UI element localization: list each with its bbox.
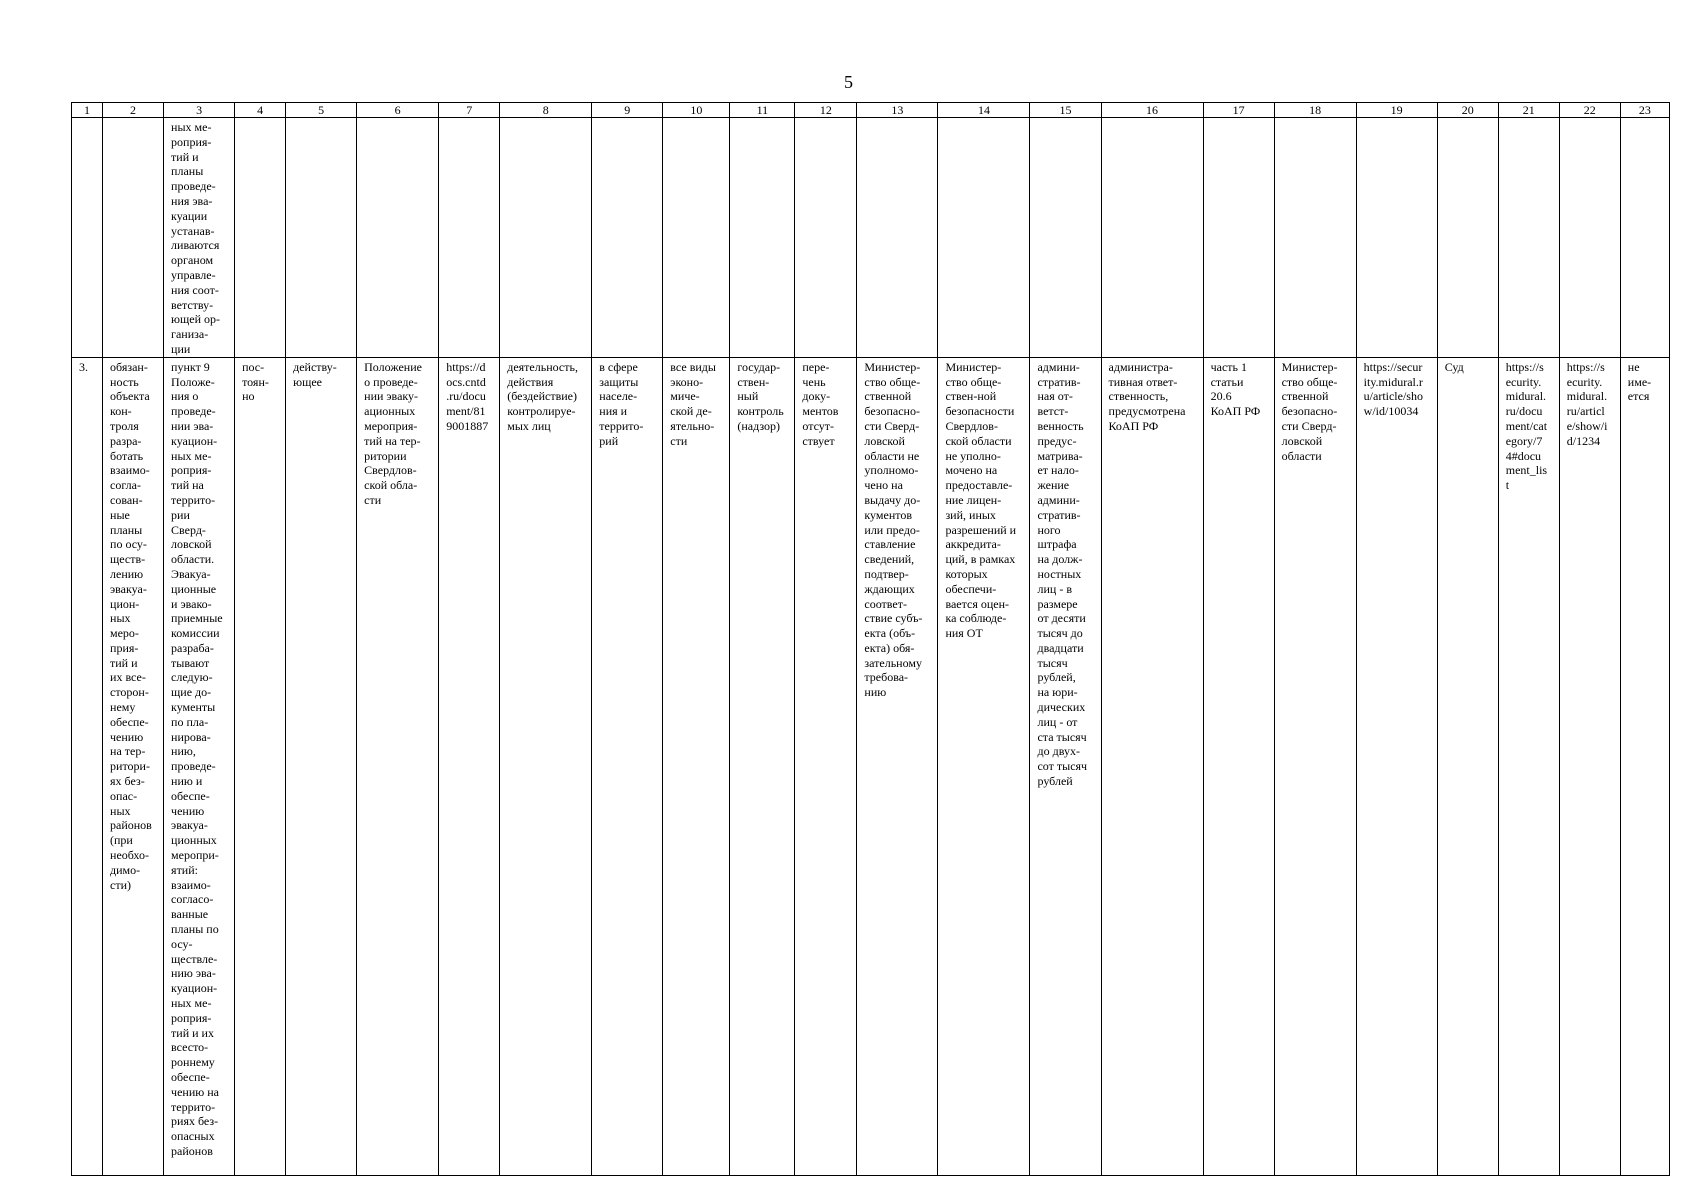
table-cell bbox=[857, 118, 938, 358]
table-cell: Положение о проведе- нии эваку- ационных мероприя- тий на тер- ритории Свердлов- ской обла- сти bbox=[357, 357, 439, 1175]
column-header: 14 bbox=[938, 103, 1030, 118]
column-header: 4 bbox=[235, 103, 286, 118]
column-header: 1 bbox=[72, 103, 103, 118]
page-number: 5 bbox=[844, 72, 853, 92]
requirements-table bbox=[71, 102, 1670, 1176]
column-header: 17 bbox=[1203, 103, 1274, 118]
table-cell bbox=[938, 118, 1030, 358]
column-header: 16 bbox=[1101, 103, 1203, 118]
table-cell bbox=[663, 118, 730, 358]
table-cell bbox=[72, 118, 103, 358]
table-cell: пере- чень доку- ментов отсут- ствует bbox=[795, 357, 857, 1175]
column-header: 7 bbox=[439, 103, 500, 118]
table-cell bbox=[1559, 118, 1620, 358]
column-header: 18 bbox=[1274, 103, 1356, 118]
table-cell: Суд bbox=[1437, 357, 1498, 1175]
table-cell bbox=[439, 118, 500, 358]
table-cell bbox=[1274, 118, 1356, 358]
table-cell: деятельность, действия (бездействие) контролируе- мых лиц bbox=[500, 357, 592, 1175]
table-cell: часть 1 статьи 20.6 КоАП РФ bbox=[1203, 357, 1274, 1175]
table-cell: https://secur ity.midural.r u/article/sho w/id/10034 bbox=[1356, 357, 1437, 1175]
column-number-header-row bbox=[72, 103, 1670, 118]
table-cell bbox=[500, 118, 592, 358]
table-cell: все виды эконо- миче- ской де- ятельно- сти bbox=[663, 357, 730, 1175]
column-header: 20 bbox=[1437, 103, 1498, 118]
table-cell bbox=[1498, 118, 1559, 358]
table-cell: Министер- ство обще- ственной безопасно- сти Сверд- ловской области bbox=[1274, 357, 1356, 1175]
table-cell: пункт 9 Положе- ния о проведе- нии эва- куацион- ных ме- роприя- тий на террито- рии Сверд- ловской области. Эвакуа- ционные и эвако- приемные комиссии разраба- тывают следую- щие до- кументы по пла- нирова- нию, проведе- нию и обеспе- чению эвакуа- ционных меропри- ятий: взаимо- согласо- ванные планы по осу- ществле- нию эва- куацион- ных ме- роприя- тий и их всесто- роннему обеспе- чению на террито- риях без- опасных районов bbox=[164, 357, 235, 1175]
table-cell bbox=[357, 118, 439, 358]
table-cell bbox=[1356, 118, 1437, 358]
table-cell: https://s ecurity. midural. ru/articl e/show/i d/1234 bbox=[1559, 357, 1620, 1175]
table-cell: администра- тивная ответ- ственность, предусмотрена КоАП РФ bbox=[1101, 357, 1203, 1175]
column-header: 12 bbox=[795, 103, 857, 118]
column-header: 19 bbox=[1356, 103, 1437, 118]
column-header: 11 bbox=[730, 103, 795, 118]
table-cell bbox=[1437, 118, 1498, 358]
column-header: 2 bbox=[103, 103, 164, 118]
column-header: 6 bbox=[357, 103, 439, 118]
table-cell bbox=[103, 118, 164, 358]
table-cell bbox=[795, 118, 857, 358]
table-cell: государ- ствен- ный контроль (надзор) bbox=[730, 357, 795, 1175]
column-header: 5 bbox=[286, 103, 357, 118]
table-cell: не име- ется bbox=[1620, 357, 1669, 1175]
table-cell: Министер- ство обще- ствен-ной безопасности Свердлов- ской области не уполно- мочено на предоставле- ние лицен- зий, иных разрешений и аккредита- ций, в рамках которых обеспечи- вается оцен- ка соблюде- ния ОТ bbox=[938, 357, 1030, 1175]
table-cell bbox=[592, 118, 663, 358]
table-cell: https://s ecurity. midural. ru/docu ment/cat egory/7 4#docu ment_lis t bbox=[1498, 357, 1559, 1175]
table-cell bbox=[1203, 118, 1274, 358]
row-number: 3. bbox=[72, 357, 103, 1175]
column-header: 9 bbox=[592, 103, 663, 118]
table-cell: пос- тоян- но bbox=[235, 357, 286, 1175]
table-cell: https://d ocs.cntd .ru/docu ment/81 9001887 bbox=[439, 357, 500, 1175]
table-cell: в сфере защиты населе- ния и террито- рий bbox=[592, 357, 663, 1175]
table-row-3 bbox=[72, 357, 1670, 1175]
column-header: 10 bbox=[663, 103, 730, 118]
column-header: 3 bbox=[164, 103, 235, 118]
table-row-continuation bbox=[72, 118, 1670, 358]
column-header: 21 bbox=[1498, 103, 1559, 118]
table-cell bbox=[1030, 118, 1101, 358]
column-header: 15 bbox=[1030, 103, 1101, 118]
table-cell: обязан- ность объекта кон- троля разра- ботать взаимо- согла- сован- ные планы по осу- ществ- лению эвакуа- цион- ных меро- прия- тий и их все- сторон- нему обеспе- чению на тер- ритори- ях без- опас- ных районов (при необхо- димо- сти) bbox=[103, 357, 164, 1175]
table-cell: ных ме- роприя- тий и планы проведе- ния эва- куации устанав- ливаются органом управле- ния соот- ветству- ющей ор- ганиза- ции bbox=[164, 118, 235, 358]
table-cell: действу- ющее bbox=[286, 357, 357, 1175]
column-header: 8 bbox=[500, 103, 592, 118]
table-cell: Министер- ство обще- ственной безопасно- сти Сверд- ловской области не уполномо- чено на выдачу до- кументов или предо- ставление сведений, подтвер- ждающих соответ- ствие субъ- екта (объ- екта) обя- зательному требова- нию bbox=[857, 357, 938, 1175]
table-cell bbox=[1620, 118, 1669, 358]
column-header: 22 bbox=[1559, 103, 1620, 118]
table-cell bbox=[235, 118, 286, 358]
table-cell bbox=[286, 118, 357, 358]
column-header: 13 bbox=[857, 103, 938, 118]
column-header: 23 bbox=[1620, 103, 1669, 118]
table-cell bbox=[730, 118, 795, 358]
table-cell bbox=[1101, 118, 1203, 358]
table-cell: админи- стратив- ная от- ветст- венность предус- матрива- ет нало- жение админи- стратив- ного штрафа на долж- ностных лиц - в размере от десяти тысяч до двадцати тысяч рублей, на юри- дических лиц - от ста тысяч до двух- сот тысяч рублей bbox=[1030, 357, 1101, 1175]
